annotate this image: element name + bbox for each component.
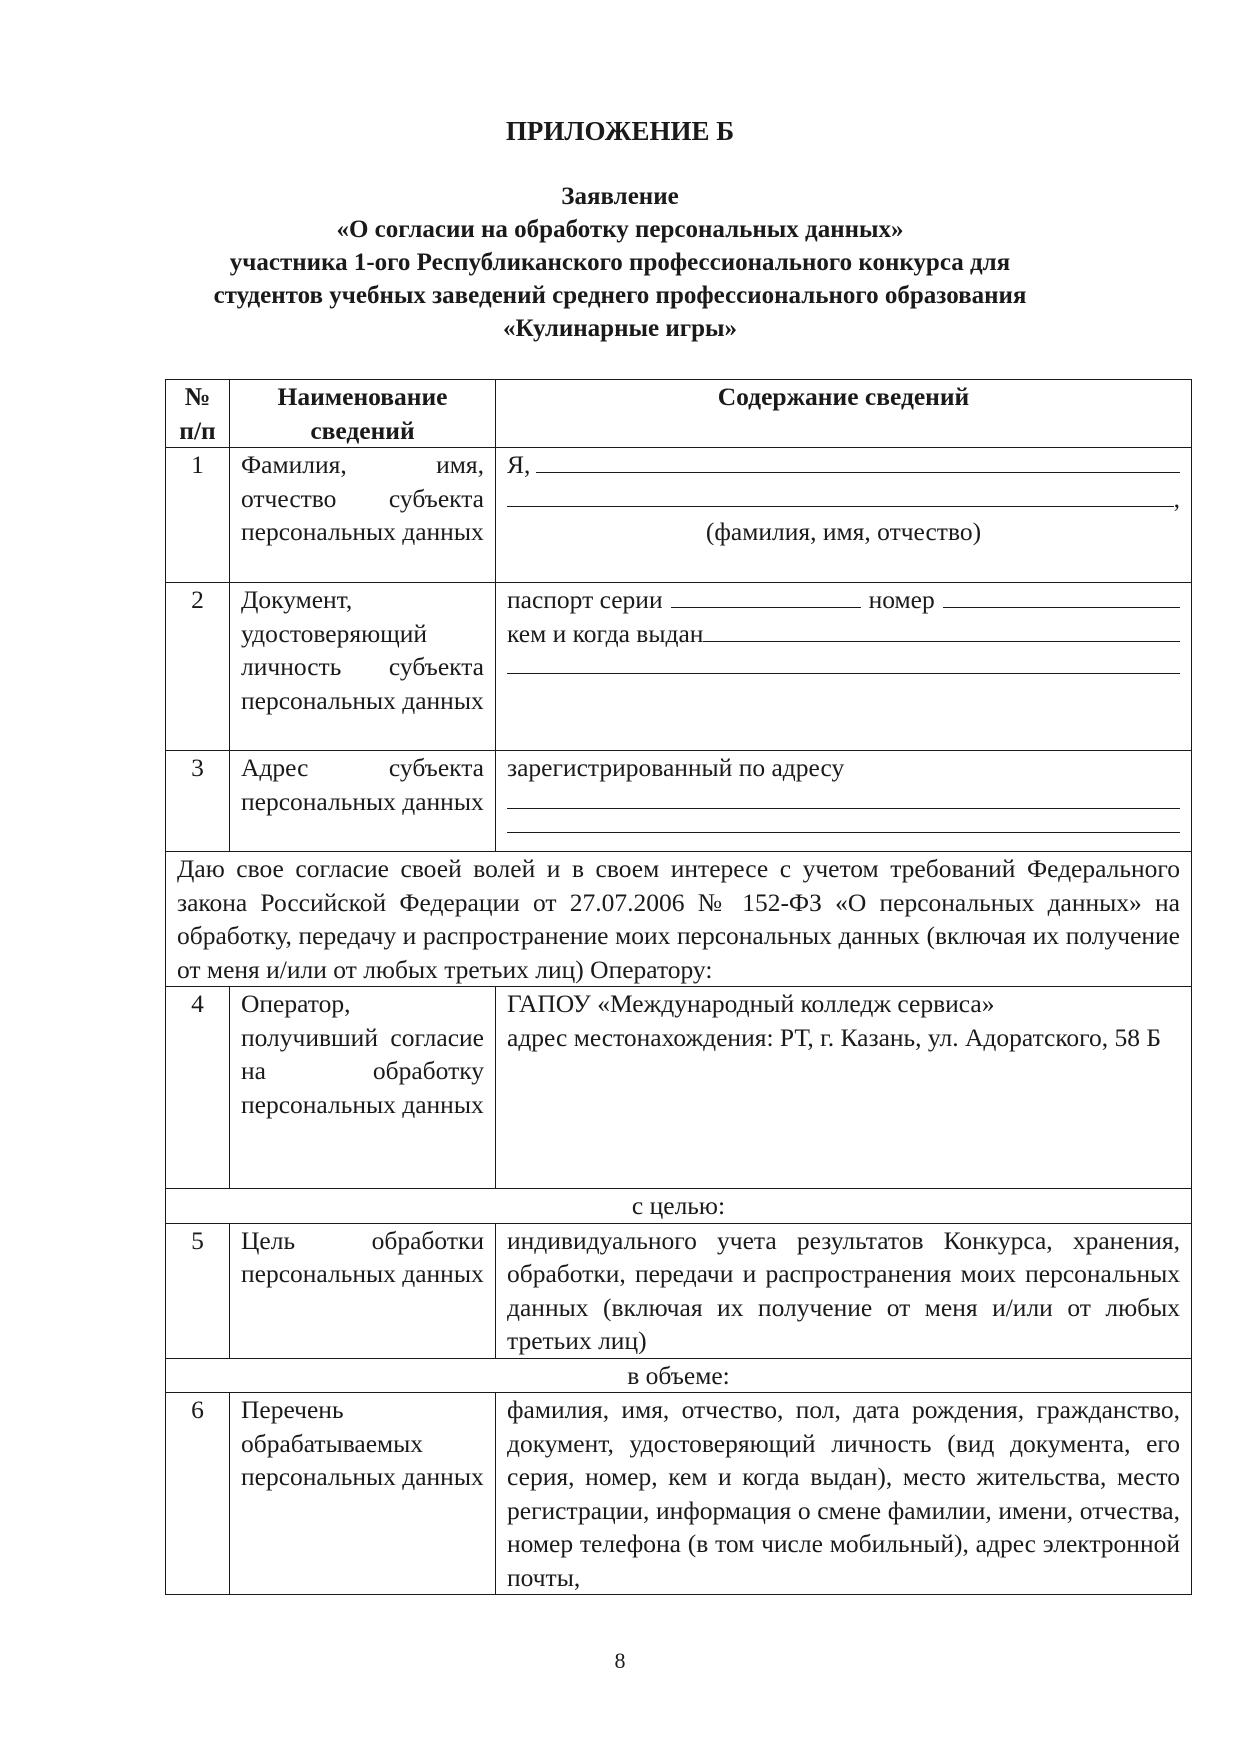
fio-prefix: Я, bbox=[507, 450, 531, 479]
row-number: 5 bbox=[166, 1223, 230, 1358]
divider-row bbox=[166, 1189, 1192, 1224]
purpose-divider: с целью: bbox=[166, 1189, 1192, 1224]
statement-title bbox=[0, 180, 1240, 345]
table-row bbox=[166, 1223, 1192, 1358]
passport-number-field[interactable] bbox=[943, 584, 1180, 608]
statement-title-line: Заявление bbox=[561, 183, 679, 210]
operator-name: ГАПОУ «Международный колледж сервиса» bbox=[507, 989, 995, 1018]
row-number: 3 bbox=[166, 751, 230, 852]
issued-by-field-continued[interactable] bbox=[507, 650, 1180, 674]
table-row bbox=[166, 751, 1192, 852]
row-number: 4 bbox=[166, 987, 230, 1189]
row-content bbox=[496, 987, 1192, 1189]
table-header-row bbox=[166, 380, 1192, 448]
table-row bbox=[166, 1393, 1192, 1595]
row-name: Адрес субъекта персональных данных bbox=[230, 751, 496, 852]
fio-comma: , bbox=[1173, 483, 1180, 513]
passport-series-field[interactable] bbox=[671, 584, 861, 608]
page-number: 8 bbox=[614, 1648, 626, 1673]
statement-title-line: «Кулинарные игры» bbox=[502, 315, 738, 342]
row-content: фамилия, имя, отчество, пол, дата рождения, гражданство, документ, удостоверяющий личность (вид документа, его серия, номер, кем и когда выдан), место жительства, место регистрации, информация о смене фамилии, имени, отчества, номер телефона (в том числе мобильный), адрес электронной почты, bbox=[496, 1393, 1192, 1595]
issued-by-field[interactable] bbox=[703, 618, 1180, 642]
divider-row bbox=[166, 1358, 1192, 1393]
row-number: 1 bbox=[166, 448, 230, 583]
fio-hint: (фамилия, имя, отчество) bbox=[705, 517, 982, 546]
header-content: Содержание сведений bbox=[496, 380, 1192, 448]
row-content bbox=[496, 583, 1192, 751]
consent-text: Даю свое согласие своей волей и в своем интересе с учетом требований Федерального закона Российской Федерации от 27.07.2006 № 152-ФЗ «О персональных данных» на обработку, передачу и распространение моих персональных данных (включая их получение от меня и/или от любых третьих лиц) Оператору: bbox=[166, 852, 1192, 987]
passport-series-label: паспорт серии bbox=[507, 585, 663, 614]
row-content: индивидуального учета результатов Конкурса, хранения, обработки, передачи и распространения моих персональных данных (включая их получение от меня и/или от любых третьих лиц) bbox=[496, 1223, 1192, 1358]
consent-text-row bbox=[166, 852, 1192, 987]
row-name: Оператор, получивший согласие на обработку персональных данных bbox=[230, 987, 496, 1189]
address-field-continued[interactable] bbox=[507, 809, 1180, 833]
passport-number-label: номер bbox=[868, 585, 935, 614]
header-name: Наименование сведений bbox=[230, 380, 496, 448]
fio-field-continued[interactable] bbox=[507, 483, 1174, 507]
operator-address: адрес местонахождения: РТ, г. Казань, ул. Адоратского, 58 Б bbox=[507, 1022, 1162, 1052]
statement-title-line: «О согласии на обработку персональных данных» bbox=[336, 216, 904, 243]
row-name: Фамилия, имя, отчество субъекта персональных данных bbox=[230, 448, 496, 583]
statement-title-line: участника 1-ого Республиканского профессионального конкурса для bbox=[229, 249, 1011, 276]
table-row bbox=[166, 987, 1192, 1189]
appendix-title: ПРИЛОЖЕНИЕ Б bbox=[505, 116, 735, 146]
scope-divider: в объеме: bbox=[166, 1358, 1192, 1393]
row-number: 2 bbox=[166, 583, 230, 751]
fio-field[interactable] bbox=[536, 449, 1180, 473]
row-name: Документ, удостоверяющий личность субъекта персональных данных bbox=[230, 583, 496, 751]
issued-by-label: кем и когда выдан bbox=[507, 618, 704, 648]
address-label: зарегистрированный по адресу bbox=[507, 753, 845, 782]
row-content bbox=[496, 751, 1192, 852]
row-name: Цель обработки персональных данных bbox=[230, 1223, 496, 1358]
row-name: Перечень обрабатываемых персональных данных bbox=[230, 1393, 496, 1595]
statement-title-line: студентов учебных заведений среднего профессионального образования bbox=[213, 282, 1027, 309]
consent-form-table bbox=[165, 379, 1192, 1595]
row-content bbox=[496, 448, 1192, 583]
table-row bbox=[166, 583, 1192, 751]
table-row bbox=[166, 448, 1192, 583]
address-field[interactable] bbox=[507, 785, 1180, 809]
header-number: № п/п bbox=[166, 380, 230, 448]
row-number: 6 bbox=[166, 1393, 230, 1595]
